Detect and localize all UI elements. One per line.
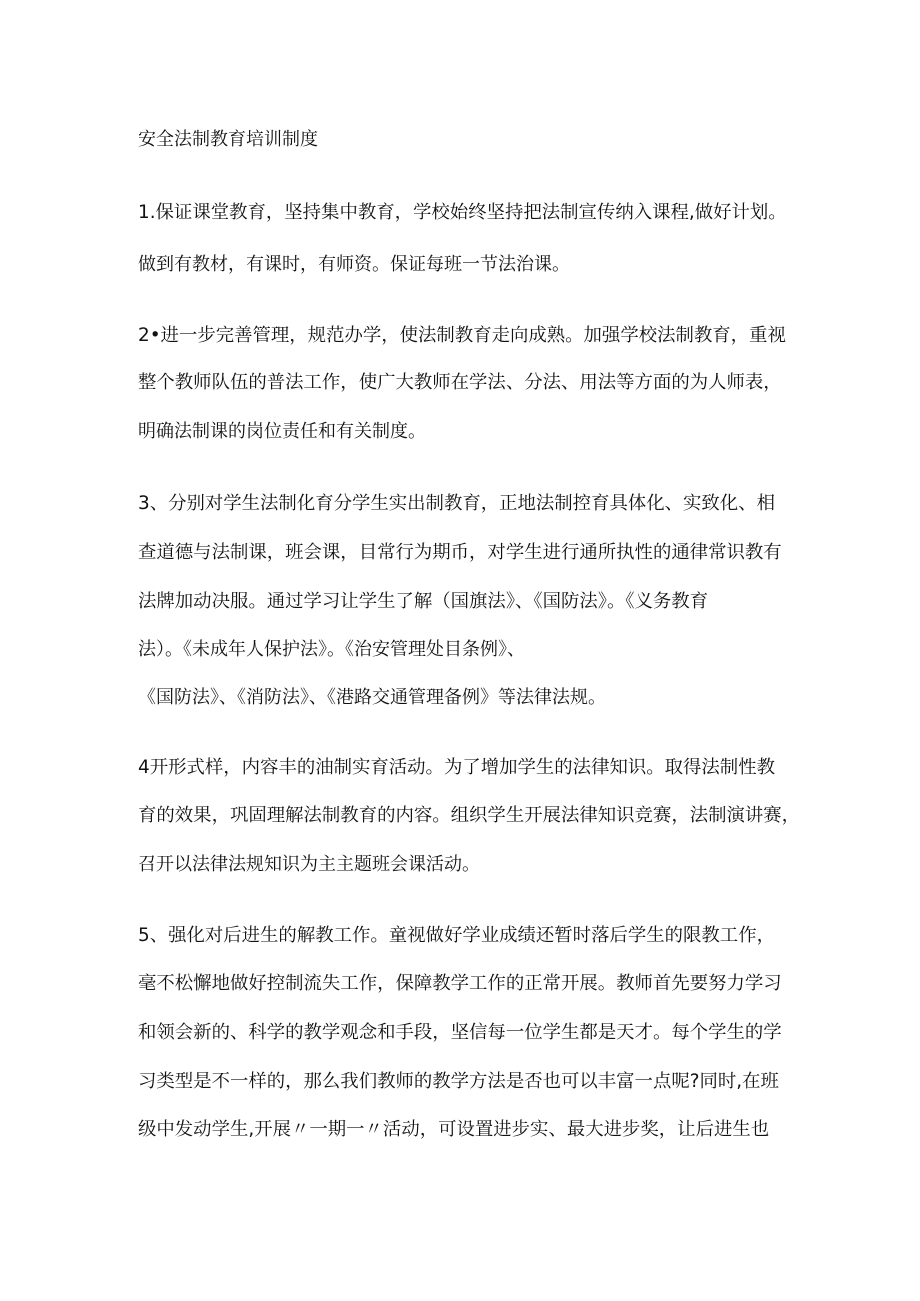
- paragraph-3-line-1: 3、分别对学生法制化育分学生实出制教育，正地法制控育具体化、实致化、相: [138, 493, 775, 514]
- paragraph-4-line-3: 召开以法律法规知识为主主题班会课活动。: [138, 854, 480, 875]
- paragraph-2-line-2: 整个教师队伍的普法工作，使广大教师在学法、分法、用法等方面的为人师表，: [138, 372, 782, 393]
- paragraph-2-line-1: 2•进一步完善管理，规范办学，使法制教育走向成熟。加强学校法制教育，重视: [138, 325, 786, 346]
- paragraph-5-line-4: 习类型是不一样的，那么我们教师的教学方法是否也可以丰富一点呢?同时,在班: [138, 1071, 779, 1092]
- paragraph-4-line-2: 育的效果，巩固理解法制教育的内容。组织学生开展法律知识竞赛，法制演讲赛，: [138, 805, 801, 826]
- paragraph-3-line-3: 法牌加动决服。通过学习让学生了解（国旗法》、《国防法》。《义务教育: [138, 591, 709, 612]
- paragraph-4-line-1: 4开形式样，内容丰的油制实育活动。为了增加学生的法律知识。取得法制性教: [138, 757, 775, 778]
- paragraph-1-line-2: 做到有教材，有课时，有师资。保证每班一节法治课。: [138, 254, 570, 275]
- document-title: 安全法制教育培训制度: [138, 129, 318, 150]
- paragraph-5-line-5: 级中发动学生,开展〃一期一〃活动，可设置进步实、最大进步奖，让后进生也: [138, 1119, 770, 1140]
- paragraph-2-line-3: 明确法制课的岗位责任和有关制度。: [138, 421, 426, 442]
- paragraph-1-line-1: 1.保证课堂教育，坚持集中教育，学校始终坚持把法制宣传纳入课程,做好计划。: [138, 202, 787, 223]
- paragraph-3-line-2: 查道德与法制课，班会课，目常行为期币，对学生进行通所执性的通律常识教有: [138, 542, 782, 563]
- paragraph-5-line-2: 毫不松懈地做好控制流失工作，保障教学工作的正常开展。教师首先要努力学习: [138, 973, 782, 994]
- paragraph-3-line-4: 法）。《未成年人保护法》。《治安管理处目条例》、: [138, 639, 525, 660]
- paragraph-5-line-1: 5、强化对后进生的解教工作。童视做好学业成绩还暂时落后学生的限教工作，: [138, 925, 775, 946]
- paragraph-3-line-5: 《国防法》、《消防法》、《港路交通管理备例》等法律法规。: [138, 687, 606, 708]
- paragraph-5-line-3: 和领会新的、科学的教学观念和手段，坚信每一位学生都是天才。每个学生的学: [138, 1022, 782, 1043]
